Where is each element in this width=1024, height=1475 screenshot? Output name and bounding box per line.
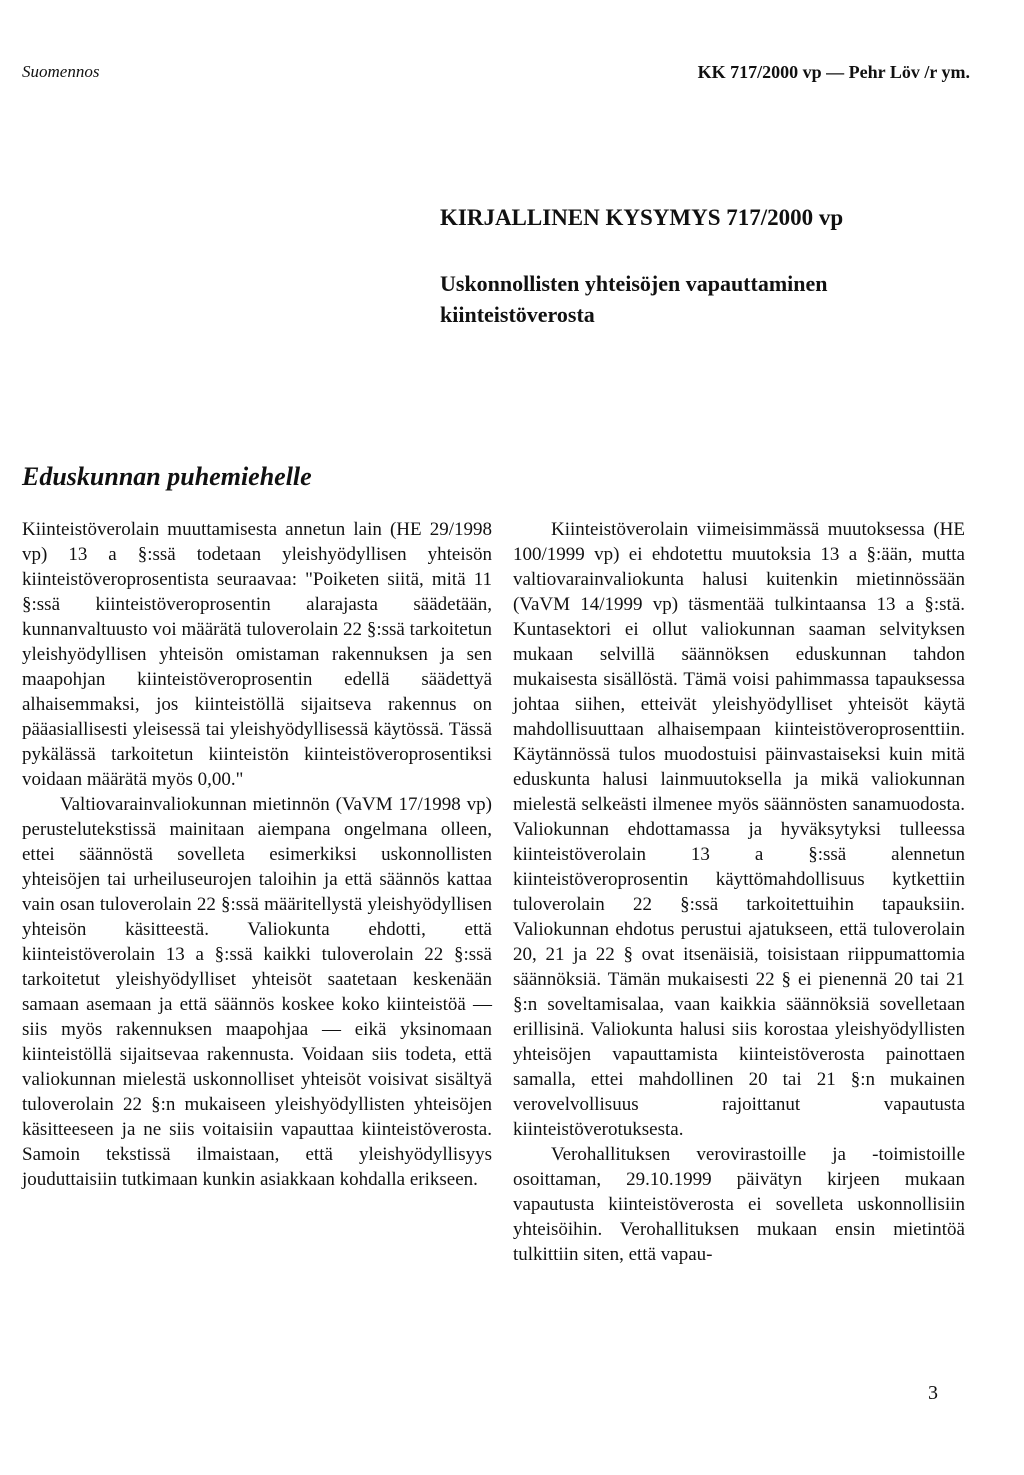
header-reference: KK 717/2000 vp — Pehr Löv /r ym. — [697, 62, 970, 82]
header-left: Suomennos — [22, 62, 100, 81]
paragraph: Verohallituksen verovirastoille ja -toimistoille osoittaman, 29.10.1999 päivätyn kirjeen mukaan vapautusta kiinteistöverosta ei sovelleta uskonnollisiin yhteisöihin. Verohallituksen mukaan ensin mietintöä tulkittiin siten, että vapau- — [513, 1144, 965, 1265]
paragraph: Kiinteistöverolain viimeisimmässä muutoksessa (HE 100/1999 vp) ei ehdotettu muutoksia 13 a §:ään, mutta valtiovarainvaliokunta halusi kuitenkin mietinnössään (VaVM 14/1999 vp) täsmentää tulkintaansa 13 a §:stä. Kuntasektori ei ollut valiokunnan saaman selvityksen mukaan selvillä säännöksen eduskunnan tahdon mukaisesta sisällöstä. Tämä voisi pahimmassa tapauksessa johtaa siihen, etteivät yleishyödylliset yhteisöt käytä mahdollisuuttaan alhaisempaan kiinteistöveroprosenttiin. Käytännössä tulos muodostuisi päinvastaiseksi kuin mitä eduskunta halusi lainmuutoksella ja mikä valiokunnan mielestä selkeästi ilmenee myös säännösten sanamuodosta. Valiokunnan ehdottamassa ja hyväksytyksi tulleessa kiinteistöverolain 13 a §:ssä alennetun kiinteistöveroprosentin käyttömahdollisuus kytkettiin tuloverolain 22 §:ssä tarkoitettuihin tapauksiin. Valiokunnan ehdotus perustui ajatukseen, että tuloverolain 20, 21 ja 22 § ovat itsenäisiä, toisistaan riippumattomia säännöksiä. Tämän mukaisesti 22 § ei pienennä 20 tai 21 §:n soveltamisalaa, vaan kaikkia säännöksiä sovelletaan erillisinä. Valiokunta halusi siis korostaa yleishyödyllisten yhteisöjen vapauttamista kiinteistöverosta painottaen samalla, ettei mahdollinen 20 tai 21 §:n mukainen verovelvollisuus rajoittanut vapautusta kiinteistöverotuksesta. — [513, 519, 965, 1140]
document-title: KIRJALLINEN KYSYMYS 717/2000 vp — [440, 205, 844, 230]
right-column — [513, 517, 965, 1267]
document-subtitle: Uskonnollisten yhteisöjen vapauttaminen kiinteistöverosta — [440, 271, 828, 327]
page-number: 3 — [928, 1382, 938, 1404]
left-column — [22, 517, 492, 1192]
paragraph: Valtiovarainvaliokunnan mietinnön (VaVM 17/1998 vp) perustelutekstissä mainitaan aiempana ongelmana olleen, ettei säännöstä sovelleta esimerkiksi uskonnollisten yhteisöjen tai urheiluseurojen taloihin ja että säännös kattaa vain osan tuloverolain 22 §:ssä määritellystä yleishyödyllisen yhteisön käsitteestä. Valiokunta ehdotti, että kiinteistöverolain 13 a §:ssä kaikki tuloverolain 22 §:ssä tarkoitetut yleishyödylliset yhteisöt saatetaan keskenään samaan asemaan ja että säännös koskee koko kiinteistöä — siis myös rakennuksen maapohjaa — eikä yksinomaan kiinteistöllä sijaitsevaa rakennusta. Voidaan siis todeta, että valiokunnan mielestä uskonnolliset yhteisöt voisivat sisältyä tuloverolain 22 §:n mukaiseen yleishyödyllisten yhteisöjen käsitteeseen ja ne siis voitaisiin vapauttaa kiinteistöverosta. Samoin tekstissä ilmaistaan, että yleishyödyllisyys jouduttaisiin tutkimaan kunkin asiakkaan kohdalla erikseen. — [22, 794, 492, 1190]
salutation: Eduskunnan puhemiehelle — [22, 462, 312, 491]
paragraph: Kiinteistöverolain muuttamisesta annetun lain (HE 29/1998 vp) 13 a §:ssä todetaan yleishyödyllisen yhteisön kiinteistöveroprosentista seuraavaa: "Poiketen siitä, mitä 11 §:ssä kiinteistöveroprosentin alarajasta säädetään, kunnanvaltuusto voi määrätä tuloverolain 22 §:ssä tarkoitetun yleishyödyllisen yhteisön omistaman rakennuksen ja sen maapohjan kiinteistöveroprosentin edellä säädettyä alhaisemmaksi, jos kiinteistöllä sijaitseva rakennus on pääasiallisesti yleisessä tai yleishyödyllisessä käytössä. Tässä pykälässä tarkoitetun kiinteistön kiinteistöveroprosentiksi voidaan määrätä myös 0,00." — [22, 519, 492, 790]
